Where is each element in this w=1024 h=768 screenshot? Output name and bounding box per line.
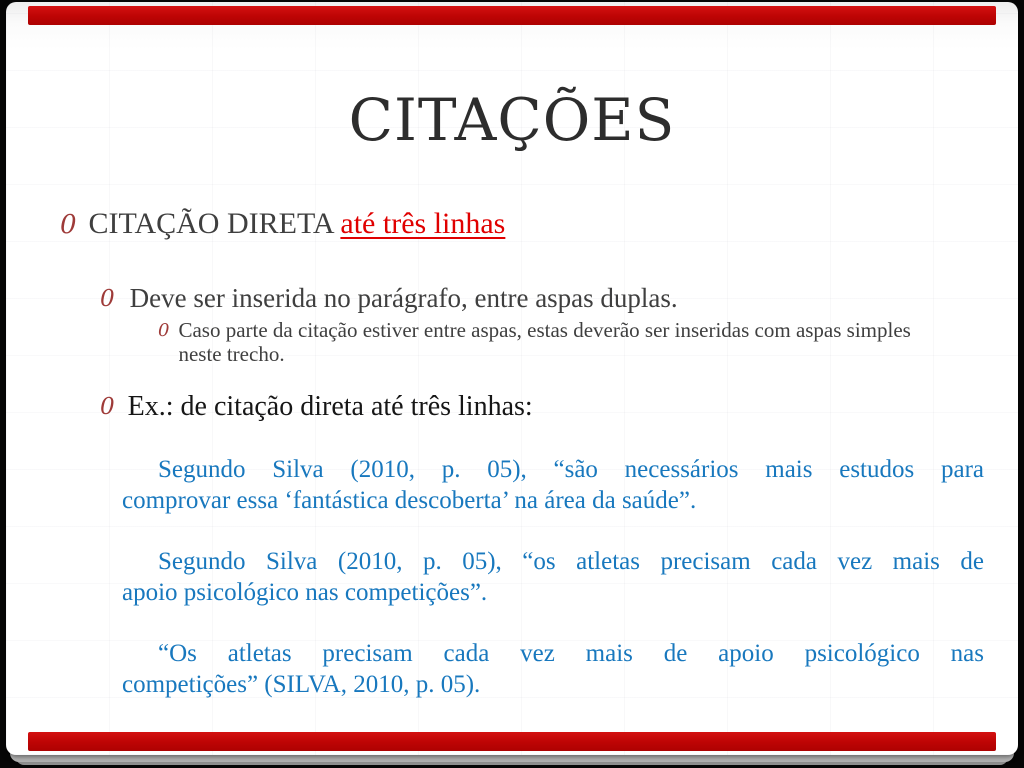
bullet-marker: 0 xyxy=(158,320,170,341)
quote-line: competições” (SILVA, 2010, p. 05). xyxy=(122,671,481,698)
quote-paragraph xyxy=(122,546,984,608)
bullet-label: Deve ser inserida no parágrafo, entre aspas duplas. xyxy=(129,283,678,313)
top-accent-bar xyxy=(28,6,996,25)
quote-line: “Os atletas precisam cada vez mais de apoio psicológico nas xyxy=(158,640,984,667)
quote-paragraph xyxy=(122,638,984,700)
citation-examples-block xyxy=(122,454,984,730)
bullet-marker: 0 xyxy=(100,286,115,312)
slide-card xyxy=(6,2,1018,755)
slide-title: CITAÇÕES xyxy=(348,86,676,154)
bullet-label xyxy=(178,318,910,366)
quote-paragraph xyxy=(122,454,984,516)
bullet-item-exemplo xyxy=(100,391,533,423)
bullet-label: Ex.: de citação direta até três linhas: xyxy=(127,391,533,422)
bullet-text xyxy=(89,207,506,241)
bullet-marker: 0 xyxy=(100,394,115,420)
quote-line: Segundo Silva (2010, p. 05), “os atletas precisam cada vez mais de xyxy=(158,548,984,575)
quote-line: comprovar essa ‘fantástica descoberta’ na área da saúde”. xyxy=(122,487,697,514)
quote-line: Segundo Silva (2010, p. 05), “são necessários mais estudos para xyxy=(158,456,984,483)
bullet-item-caso-parte xyxy=(158,318,911,366)
highlight-underlined-text: até três linhas xyxy=(340,207,506,240)
bullet-item-citacao-direta xyxy=(60,207,505,241)
bullet-marker: 0 xyxy=(60,210,77,240)
bullet-item-deve-ser-inserida xyxy=(100,283,678,314)
bullet-label: CITAÇÃO DIRETA xyxy=(88,207,341,240)
bullet-line: neste trecho. xyxy=(178,342,285,366)
quote-line: apoio psicológico nas competições”. xyxy=(122,579,488,606)
bottom-accent-bar xyxy=(28,732,996,751)
bullet-line: Caso parte da citação estiver entre aspas, estas deverão ser inseridas com aspas simples xyxy=(178,318,911,342)
